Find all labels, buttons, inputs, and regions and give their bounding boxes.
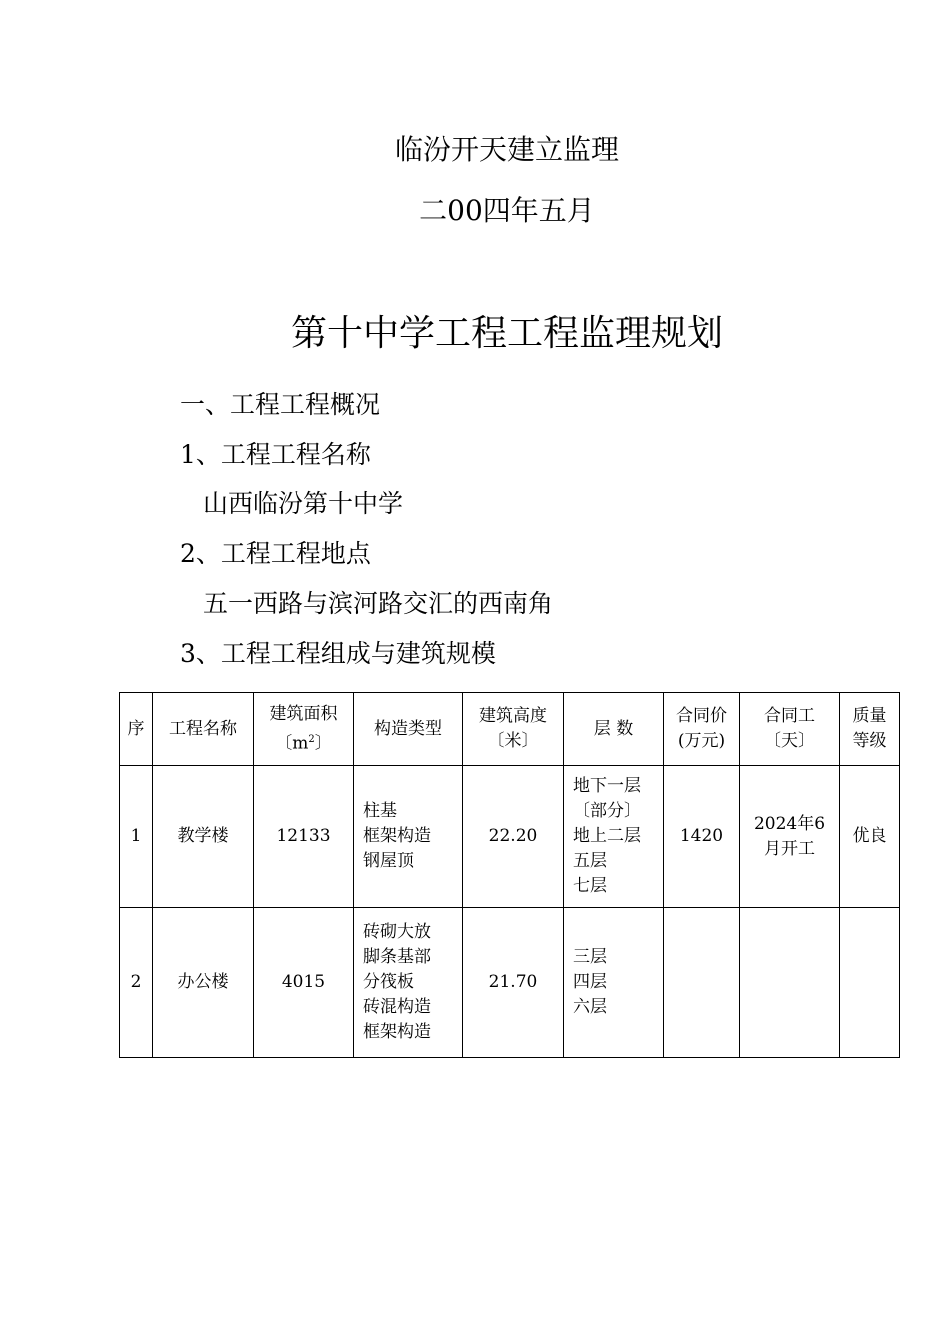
header-quality: 质量 等级 <box>840 693 900 766</box>
table-row <box>120 908 900 1058</box>
item-value-project-name: 山西临汾第十中学 <box>203 489 404 518</box>
cell-seq: 1 <box>120 766 153 908</box>
cell-floors: 地下一层 〔部分〕 地上二层 五层 七层 <box>564 766 664 908</box>
header-price: 合同价 (万元) <box>664 693 740 766</box>
cell-seq: 2 <box>120 908 153 1058</box>
header-floors: 层 数 <box>564 693 664 766</box>
header-height: 建筑高度 〔米〕 <box>463 693 564 766</box>
cell-height: 21.70 <box>463 908 564 1058</box>
header-area-line1: 建筑面积 <box>269 703 338 724</box>
cell-period: 2024年6 月开工 <box>740 766 840 908</box>
cell-structure: 砖砌大放 脚条基部 分筏板 砖混构造 框架构造 <box>354 908 463 1058</box>
document-date: 二00四年五月 <box>419 194 595 227</box>
organization-name: 临汾开天建立监理 <box>394 133 619 166</box>
table-row <box>120 766 900 908</box>
cell-price <box>664 908 740 1058</box>
page-title: 第十中学工程工程监理规划 <box>290 313 723 354</box>
item-heading-project-location: 2、工程工程地点 <box>180 539 371 568</box>
cell-name: 办公楼 <box>153 908 254 1058</box>
cell-quality: 优良 <box>840 766 900 908</box>
item-heading-composition-scale: 3、工程工程组成与建筑规模 <box>180 639 496 668</box>
cell-quality <box>840 908 900 1058</box>
cell-price: 1420 <box>664 766 740 908</box>
header-period: 合同工 〔天〕 <box>740 693 840 766</box>
cell-name: 教学楼 <box>153 766 254 908</box>
cell-floors: 三层 四层 六层 <box>564 908 664 1058</box>
cell-height: 22.20 <box>463 766 564 908</box>
header-area <box>254 693 354 766</box>
header-area-unit-pre: 〔m <box>275 733 309 754</box>
header-area-unit-post: 〕 <box>314 733 332 754</box>
cell-area: 12133 <box>254 766 354 908</box>
cell-area: 4015 <box>254 908 354 1058</box>
header-name: 工程名称 <box>153 693 254 766</box>
item-value-project-location: 五一西路与滨河路交汇的西南角 <box>203 589 554 618</box>
header-structure: 构造类型 <box>354 693 463 766</box>
cell-structure: 柱基 框架构造 钢屋顶 <box>354 766 463 908</box>
header-seq: 序 <box>120 693 153 766</box>
section-heading-overview: 一、工程工程概况 <box>180 390 381 419</box>
item-heading-project-name: 1、工程工程名称 <box>180 440 371 469</box>
building-scale-table <box>119 692 900 1058</box>
cell-period <box>740 908 840 1058</box>
header-area-unit-sup: 2 <box>308 733 315 745</box>
table-header-row <box>120 693 900 766</box>
